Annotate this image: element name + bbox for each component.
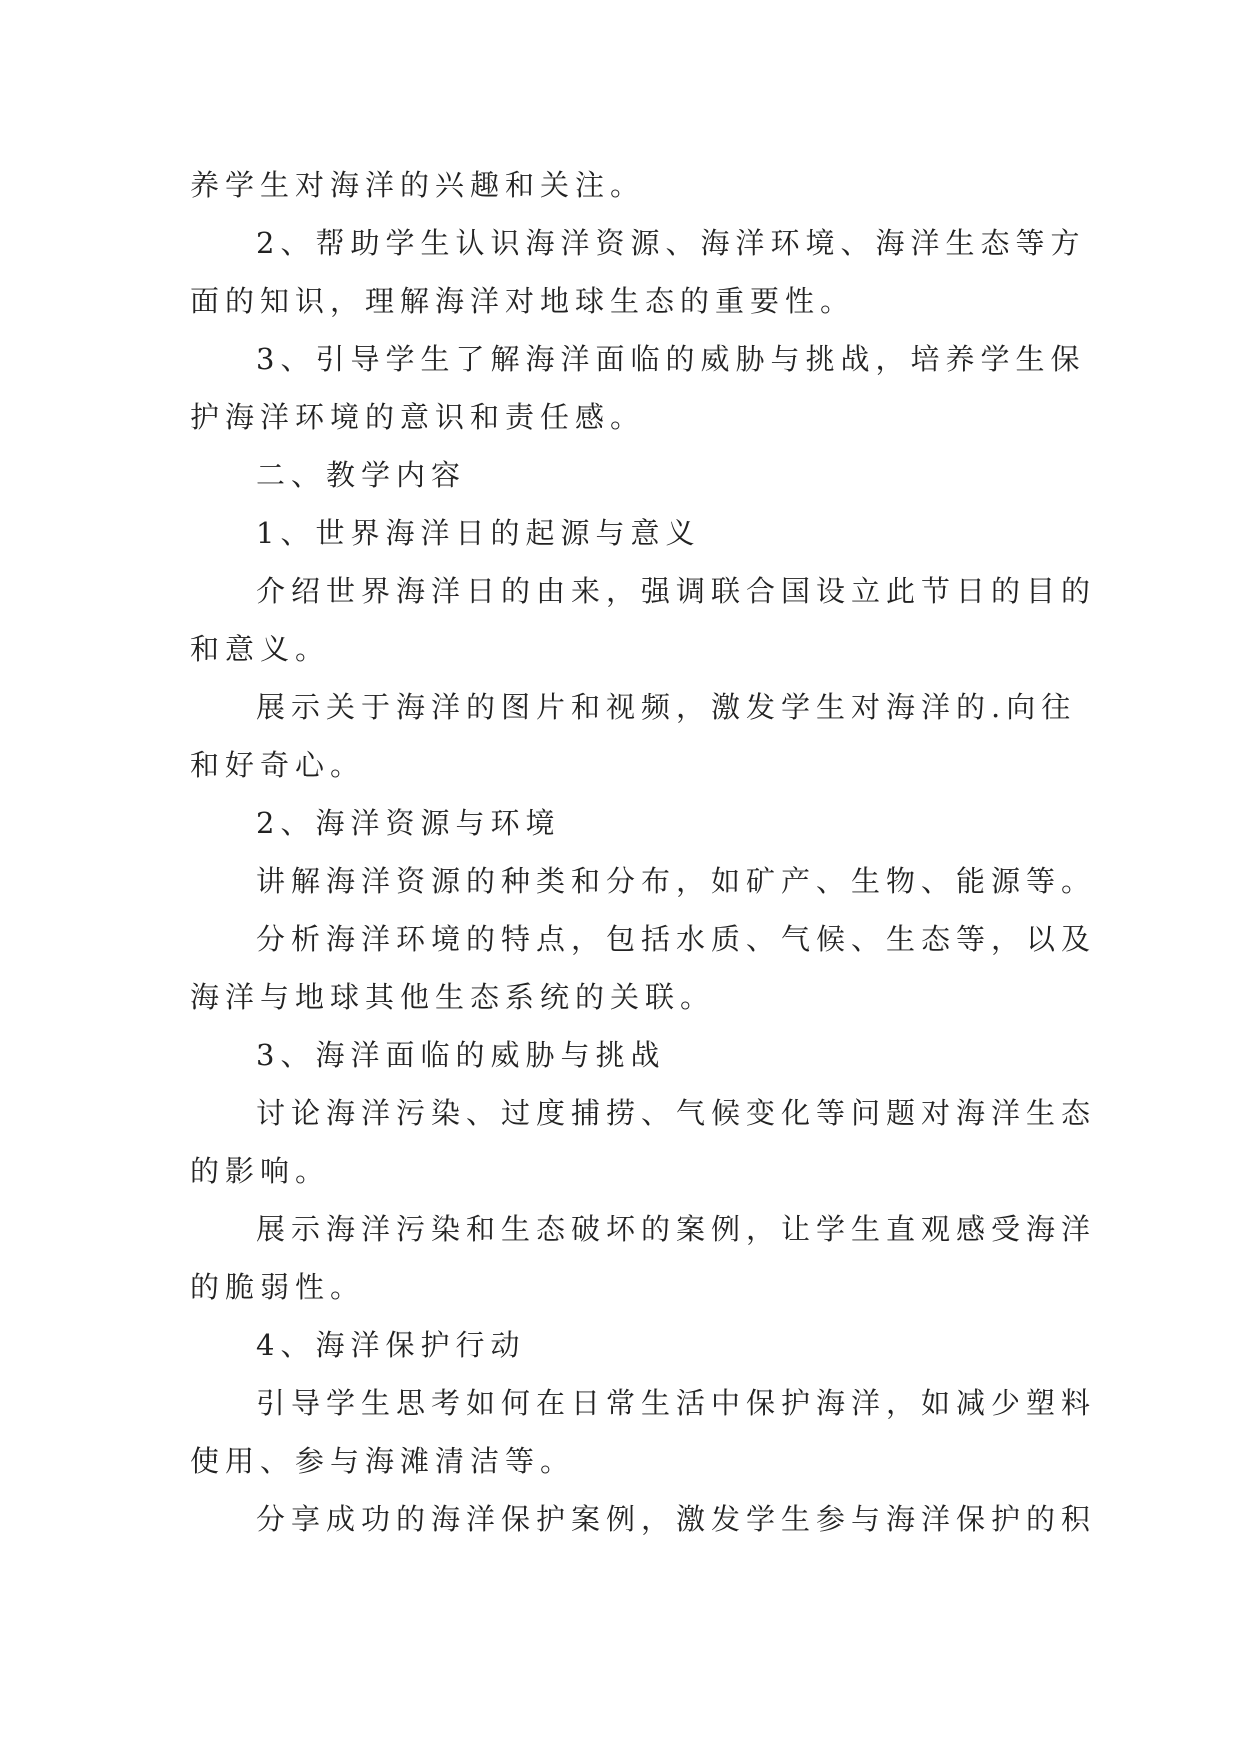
- text-line: 海洋与地球其他生态系统的关联。: [190, 980, 716, 1014]
- text-line: 的影响。: [190, 1154, 331, 1188]
- text-line: 和意义。: [190, 632, 331, 666]
- text-line: 2、海洋资源与环境: [256, 806, 561, 840]
- text-line: 3、引导学生了解海洋面临的威胁与挑战，培养学生保: [256, 342, 1086, 376]
- paragraph: [190, 1316, 1070, 1374]
- text-line: 4、海洋保护行动: [256, 1328, 526, 1362]
- paragraph: [190, 852, 1097, 910]
- text-line: 2、帮助学生认识海洋资源、海洋环境、海洋生态等方: [256, 226, 1086, 260]
- text-line: 1、世界海洋日的起源与意义: [256, 516, 701, 550]
- text-line: 展示海洋污染和生态破坏的案例，让学生直观感受海洋: [256, 1212, 1097, 1246]
- text-line: 展示关于海洋的图片和视频，激发学生对海洋的.向往: [256, 690, 1077, 724]
- text-line: 使用、参与海滩清洁等。: [190, 1444, 576, 1478]
- text-line: 二、教学内容: [256, 458, 467, 492]
- paragraph: [190, 504, 1070, 562]
- text-line: 讨论海洋污染、过度捕捞、气候变化等问题对海洋生态: [256, 1096, 1097, 1130]
- paragraph: [190, 330, 1086, 446]
- paragraph: [190, 1026, 1070, 1084]
- text-line: 面的知识，理解海洋对地球生态的重要性。: [190, 284, 856, 318]
- text-line: 和好奇心。: [190, 748, 366, 782]
- paragraph: [190, 678, 1077, 794]
- paragraph: [190, 1374, 1097, 1490]
- text-line: 3、海洋面临的威胁与挑战: [256, 1038, 666, 1072]
- paragraph: [190, 156, 1070, 214]
- paragraph: [190, 446, 1070, 504]
- text-line: 护海洋环境的意识和责任感。: [190, 400, 646, 434]
- paragraph: [190, 1084, 1097, 1200]
- paragraph: [190, 1490, 1097, 1548]
- document-body: [190, 156, 1097, 1548]
- text-line: 的脆弱性。: [190, 1270, 366, 1304]
- paragraph: [190, 910, 1097, 1026]
- text-line: 讲解海洋资源的种类和分布，如矿产、生物、能源等。: [256, 864, 1097, 898]
- text-line: 介绍世界海洋日的由来，强调联合国设立此节日的目的: [256, 574, 1097, 608]
- text-line: 分析海洋环境的特点，包括水质、气候、生态等，以及: [256, 922, 1097, 956]
- text-line: 引导学生思考如何在日常生活中保护海洋，如减少塑料: [256, 1386, 1097, 1420]
- paragraph: [190, 1200, 1097, 1316]
- text-line: 养学生对海洋的兴趣和关注。: [190, 168, 646, 202]
- paragraph: [190, 794, 1070, 852]
- paragraph: [190, 562, 1097, 678]
- paragraph: [190, 214, 1086, 330]
- text-line: 分享成功的海洋保护案例，激发学生参与海洋保护的积: [256, 1502, 1097, 1536]
